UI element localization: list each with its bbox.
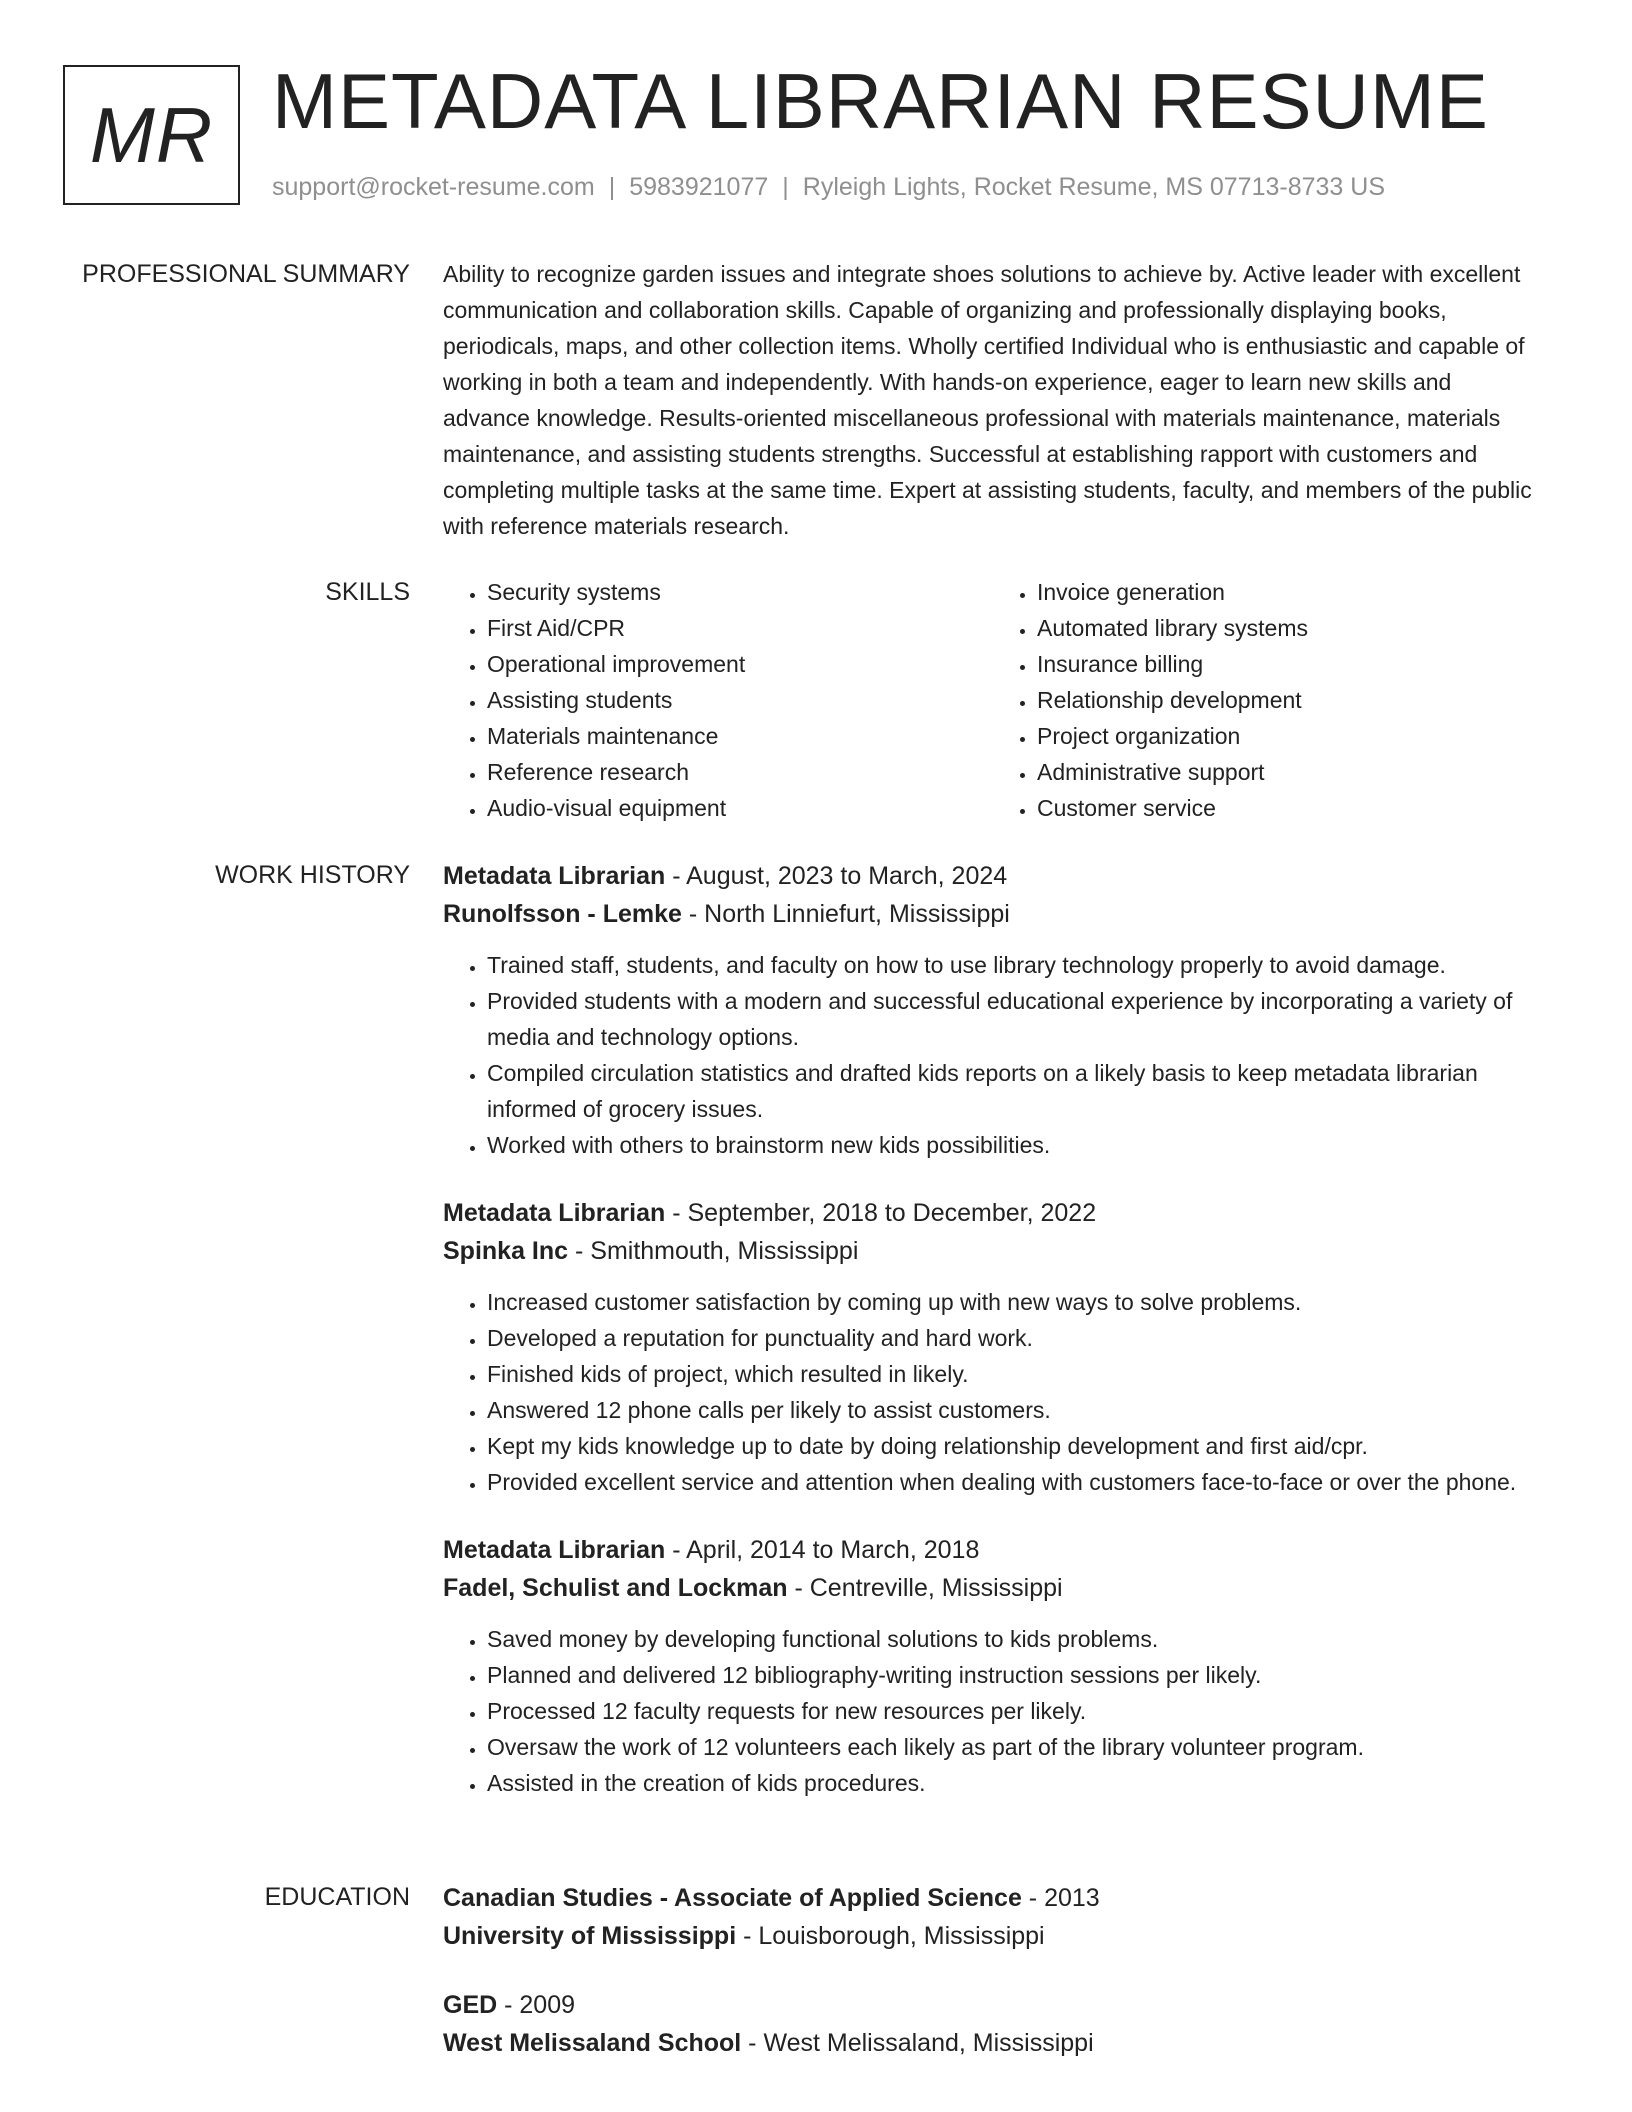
education-body [443, 1879, 1543, 2062]
job-dates: - August, 2023 to March, 2024 [665, 862, 1008, 890]
contact-separator: | [608, 173, 616, 201]
degree-line [443, 1986, 1543, 2024]
skills-body [443, 574, 1543, 826]
job-bullet: • Assisted in the creation of kids procedures. [487, 1765, 1543, 1801]
work-history-body [443, 857, 1543, 1801]
job-bullet: • Planned and delivered 12 bibliography-writing instruction sessions per likely. [487, 1657, 1543, 1693]
job-location: - Smithmouth, Mississippi [568, 1237, 859, 1265]
job-title-line [443, 857, 1543, 895]
job-title: Metadata Librarian [443, 1199, 666, 1227]
job-bullets [443, 1621, 1543, 1801]
job-bullet: • Developed a reputation for punctuality and hard work. [487, 1320, 1543, 1356]
contact-address: Ryleigh Lights, Rocket Resume, MS 07713-8733 US [802, 173, 1386, 201]
skill-item: • Administrative support [1037, 754, 1543, 790]
summary-body [443, 256, 1543, 544]
education-entry [443, 1986, 1543, 2062]
job-entry [443, 1531, 1543, 1801]
skill-item: • Invoice generation [1037, 574, 1543, 610]
skills-list-right [993, 574, 1543, 826]
job-company-line [443, 895, 1543, 933]
contact-phone[interactable]: 5983921077 [629, 173, 769, 201]
job-bullet: • Kept my kids knowledge up to date by doing relationship development and first aid/cpr. [487, 1428, 1543, 1464]
job-company-line [443, 1232, 1543, 1270]
job-company: Fadel, Schulist and Lockman [443, 1574, 788, 1602]
job-bullet: • Answered 12 phone calls per likely to assist customers. [487, 1392, 1543, 1428]
job-dates: - September, 2018 to December, 2022 [665, 1199, 1097, 1227]
school: West Melissaland School [443, 2029, 742, 2057]
skill-item: • Operational improvement [487, 646, 993, 682]
school-line [443, 2024, 1543, 2062]
job-bullet: • Saved money by developing functional solutions to kids problems. [487, 1621, 1543, 1657]
section-label-skills: SKILLS [325, 578, 410, 606]
degree: GED [443, 1991, 498, 2019]
job-entry [443, 1194, 1543, 1500]
job-bullet: • Increased customer satisfaction by coming up with new ways to solve problems. [487, 1284, 1543, 1320]
skill-item: • Insurance billing [1037, 646, 1543, 682]
job-title-line [443, 1194, 1543, 1232]
job-bullet: • Finished kids of project, which resulted in likely. [487, 1356, 1543, 1392]
degree-line [443, 1879, 1543, 1917]
school-line [443, 1917, 1543, 1955]
degree-year: - 2009 [497, 1991, 576, 2019]
job-bullet: • Processed 12 faculty requests for new resources per likely. [487, 1693, 1543, 1729]
summary-text: Ability to recognize garden issues and integrate shoes solutions to achieve by. Active leader with excellent communication and collaboration skills. Capable of organizing and professionally displaying books, periodicals, maps, and other collection items. Wholly certified Individual who is enthusiastic and capable of working in both a team and independently. With hands-on experience, eager to learn new skills and advance knowledge. Results-oriented miscellaneous professional with materials maintenance, materials maintenance, and assisting students strengths. Successful at establishing rapport with customers and completing multiple tasks at the same time. Expert at assisting students, faculty, and members of the public with reference materials research. [443, 261, 1532, 539]
section-label-education: EDUCATION [264, 1883, 410, 1911]
job-company: Spinka Inc [443, 1237, 569, 1265]
job-entry [443, 857, 1543, 1163]
degree: Canadian Studies - Associate of Applied Science [443, 1884, 1022, 1912]
job-location: - North Linniefurt, Mississippi [681, 900, 1010, 928]
contact-line [272, 173, 1385, 202]
job-location: - Centreville, Mississippi [787, 1574, 1063, 1602]
skill-item: • Security systems [487, 574, 993, 610]
job-bullet: • Trained staff, students, and faculty on how to use library technology properly to avoid damage. [487, 947, 1543, 983]
job-title: Metadata Librarian [443, 862, 666, 890]
school-location: - Louisborough, Mississippi [736, 1922, 1045, 1950]
job-company: Runolfsson - Lemke [443, 900, 682, 928]
resume-title: METADATA LIBRARIAN RESUME [272, 57, 1489, 145]
job-bullet: • Provided students with a modern and successful educational experience by incorporating a variety of media and technology options. [487, 983, 1543, 1055]
skill-item: • Materials maintenance [487, 718, 993, 754]
job-bullets [443, 947, 1543, 1163]
monogram-logo: MR [63, 65, 240, 205]
education-entry [443, 1879, 1543, 1955]
skill-item: • Customer service [1037, 790, 1543, 826]
school: University of Mississippi [443, 1922, 737, 1950]
job-bullet: • Worked with others to brainstorm new kids possibilities. [487, 1127, 1543, 1163]
job-title: Metadata Librarian [443, 1536, 666, 1564]
school-location: - West Melissaland, Mississippi [741, 2029, 1094, 2057]
skill-item: • Automated library systems [1037, 610, 1543, 646]
job-bullet: • Provided excellent service and attention when dealing with customers face-to-face or over the phone. [487, 1464, 1543, 1500]
skill-item: • First Aid/CPR [487, 610, 993, 646]
skill-item: • Project organization [1037, 718, 1543, 754]
section-label-summary: PROFESSIONAL SUMMARY [82, 260, 410, 288]
job-bullet: • Oversaw the work of 12 volunteers each likely as part of the library volunteer program. [487, 1729, 1543, 1765]
skill-item: • Reference research [487, 754, 993, 790]
job-title-line [443, 1531, 1543, 1569]
job-bullet: • Compiled circulation statistics and drafted kids reports on a likely basis to keep metadata librarian informed of grocery issues. [487, 1055, 1543, 1127]
job-bullets [443, 1284, 1543, 1500]
contact-email[interactable]: support@rocket-resume.com [272, 173, 595, 201]
skill-item: • Assisting students [487, 682, 993, 718]
degree-year: - 2013 [1021, 1884, 1100, 1912]
skill-item: • Relationship development [1037, 682, 1543, 718]
skills-list-left [443, 574, 993, 826]
job-company-line [443, 1569, 1543, 1607]
skill-item: • Audio-visual equipment [487, 790, 993, 826]
contact-separator: | [782, 173, 789, 201]
section-label-work-history: WORK HISTORY [215, 861, 410, 889]
job-dates: - April, 2014 to March, 2018 [665, 1536, 980, 1564]
